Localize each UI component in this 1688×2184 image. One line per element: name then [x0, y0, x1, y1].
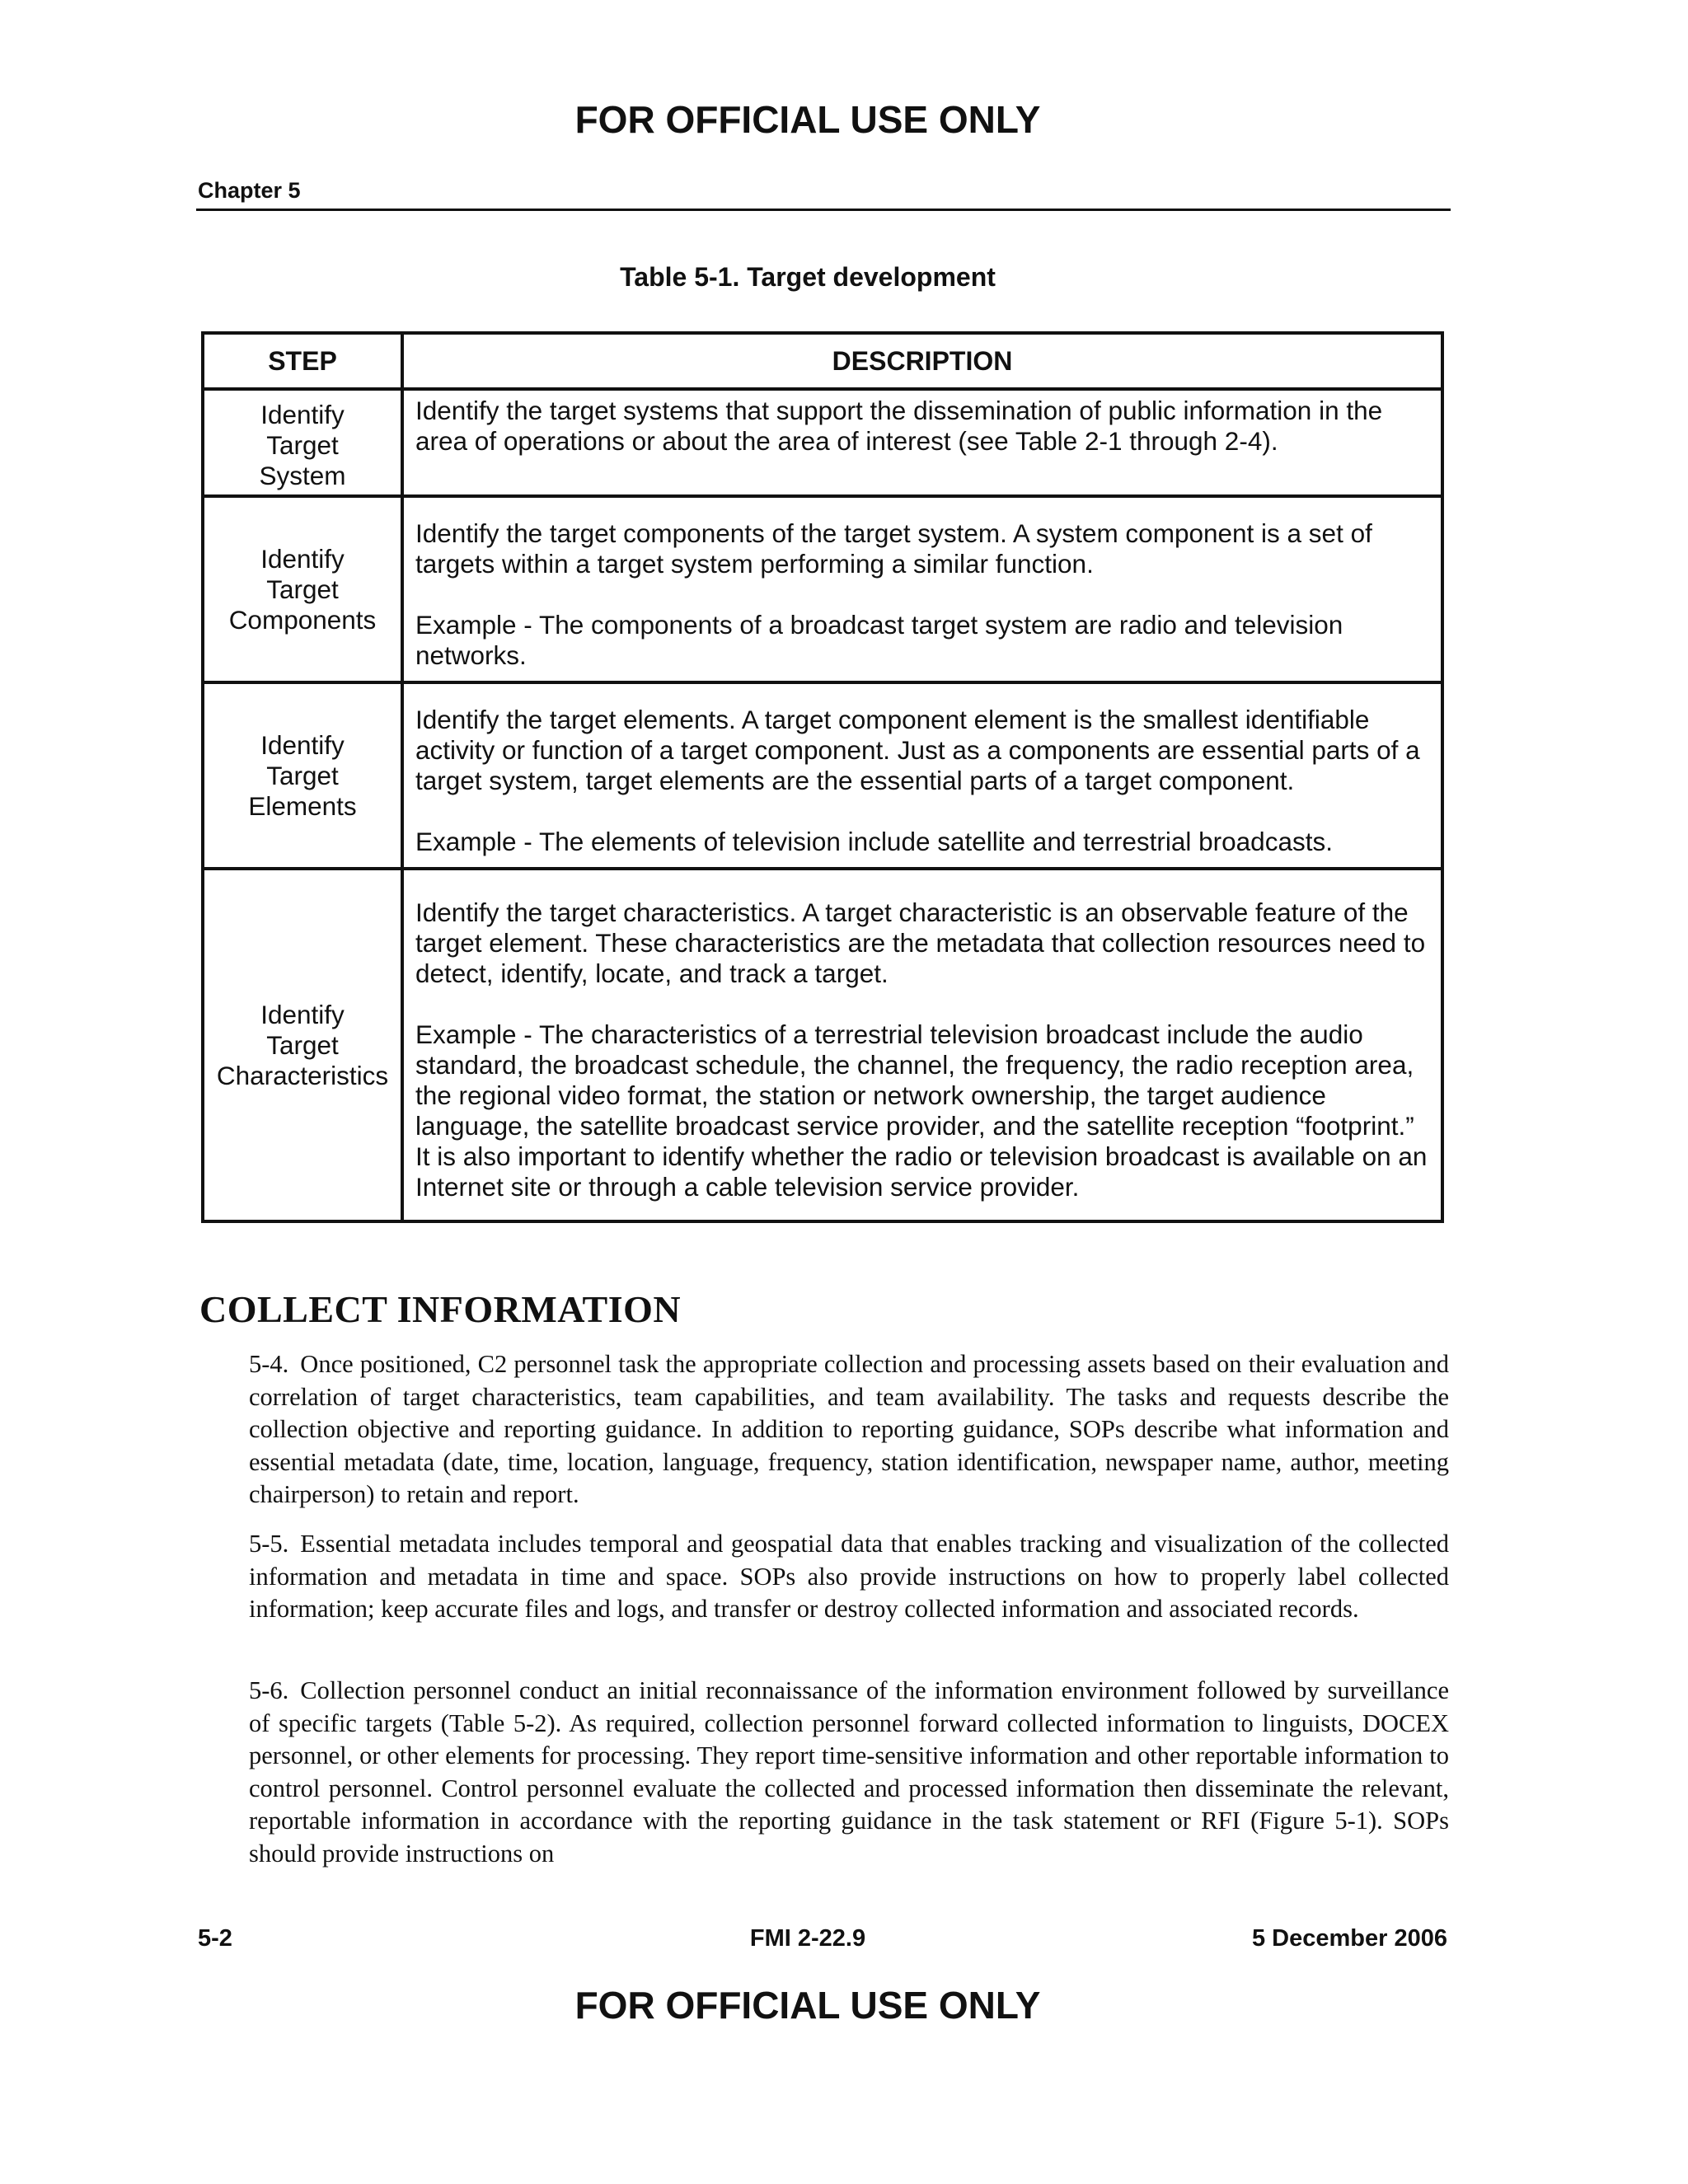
step-line: Identify: [260, 729, 345, 760]
description-example: Example - The elements of television include satellite and terrestrial broadcasts.: [415, 826, 1333, 856]
target-development-table: [201, 331, 1444, 1223]
step-line: Target: [266, 574, 339, 604]
classification-top: FOR OFFICIAL USE ONLY: [574, 98, 1041, 141]
step-line: Characteristics: [216, 1060, 389, 1090]
paragraph-number: 5-6.: [249, 1676, 289, 1704]
footer-page-number: 5-2: [198, 1925, 232, 1952]
step-line: Identify: [260, 543, 345, 574]
step-cell: [203, 869, 402, 1221]
step-cell: [203, 389, 402, 496]
step-line: Identify: [260, 999, 345, 1029]
table-row: [203, 389, 1442, 496]
step-line: Identify: [260, 399, 345, 429]
step-line: Target: [266, 760, 339, 790]
step-line: System: [259, 460, 346, 490]
paragraph-number: 5-4.: [249, 1350, 289, 1378]
step-line: Elements: [248, 790, 357, 821]
chapter-label: Chapter 5: [198, 178, 301, 203]
column-header-description: DESCRIPTION: [402, 333, 1442, 389]
body-paragraph: [249, 1348, 1449, 1511]
description-text: Identify the target components of the target system. A system component is a set of targets within a target system performing a similar function.: [415, 518, 1372, 579]
body-paragraph: [249, 1675, 1449, 1870]
table-header-row: [203, 333, 1442, 389]
description-cell: [402, 682, 1442, 869]
table-caption: Table 5-1. Target development: [620, 262, 996, 292]
section-heading: COLLECT INFORMATION: [199, 1288, 682, 1330]
description-cell: [402, 389, 1442, 496]
table-row: [203, 682, 1442, 869]
classification-bottom: FOR OFFICIAL USE ONLY: [574, 1984, 1041, 2027]
description-text: Identify the target elements. A target component element is the smallest identifiable activity or function of a target component. Just as a components are essential parts of a target system, target elements are the essential parts of a target component.: [415, 704, 1420, 795]
step-line: Components: [228, 604, 377, 635]
column-header-step: STEP: [203, 333, 402, 389]
paragraph-text: Collection personnel conduct an initial reconnaissance of the information environment followed by surveillance of specific targets (Table 5-2). As required, collection personnel forward collected information to linguists, DOCEX personnel, or other elements for processing. They report time-sensitive information and other reportable information to control personnel. Control personnel evaluate the collected and processed information then disseminate the relevant, reportable information in accordance with the reporting guidance in the task statement or RFI (Figure 5-1). SOPs should provide instructions on: [249, 1676, 1449, 1868]
paragraph-text: Essential metadata includes temporal and geospatial data that enables tracking and visualization of the collected information and metadata in time and space. SOPs also provide instructions on how to properly label collected information; keep accurate files and logs, and transfer or destroy collected information and associated records.: [249, 1530, 1449, 1623]
step-line: Target: [266, 429, 339, 460]
description-text: Identify the target characteristics. A target characteristic is an observable feature of the target element. These characteristics are the metadata that collection resources need to detect, identify, locate, and track a target.: [415, 898, 1426, 988]
description-cell: [402, 496, 1442, 682]
table-row: [203, 869, 1442, 1221]
footer-document-id: FMI 2-22.9: [749, 1925, 866, 1952]
description-example: Example - The components of a broadcast target system are radio and television networks.: [415, 609, 1343, 670]
body-paragraph: [249, 1528, 1449, 1626]
paragraph-text: Once positioned, C2 personnel task the appropriate collection and processing assets based on their evaluation and correlation of target characteristics, team capabilities, and team availability. The tasks and requests describe the collection objective and reporting guidance. In addition to reporting guidance, SOPs describe what information and essential metadata (date, time, location, language, frequency, station identification, newspaper name, author, meeting chairperson) to retain and report.: [249, 1350, 1449, 1508]
description-cell: [402, 869, 1442, 1221]
description-example: Example - The characteristics of a terrestrial television broadcast include the audio standard, the broadcast schedule, the channel, the frequency, the radio reception area, the regional video format, the station or network ownership, the target audience language, the satellite broadcast service provider, and the satellite reception “footprint.” It is also important to identify whether the radio or television broadcast is available on an Internet site or through a cable television service provider.: [415, 1019, 1428, 1202]
table-row: [203, 496, 1442, 682]
header-rule: [196, 209, 1451, 211]
step-cell: [203, 496, 402, 682]
footer-date: 5 December 2006: [1252, 1925, 1447, 1952]
step-cell: [203, 682, 402, 869]
description-text: Identify the target systems that support the dissemination of public information in the area of operations or about the area of interest (see Table 2-1 through 2-4).: [415, 396, 1383, 456]
paragraph-number: 5-5.: [249, 1530, 289, 1558]
step-line: Target: [266, 1029, 339, 1060]
